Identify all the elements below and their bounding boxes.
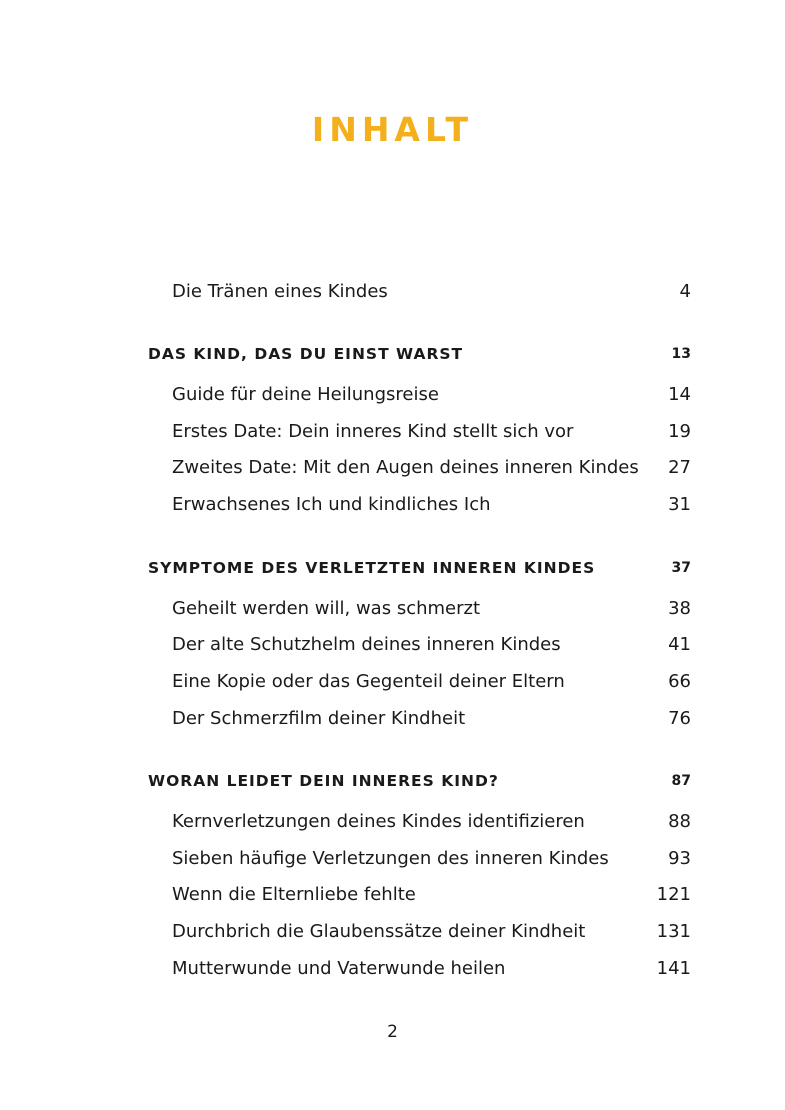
toc-entry-label: Die Tränen eines Kindes [172,280,388,302]
toc-entry-label: Sieben häufige Verletzungen des inneren Kindes [172,847,609,869]
toc-entry[interactable] [172,666,691,696]
toc-section-page: 87 [671,773,691,789]
page-title: INHALT [311,110,474,149]
toc-entry-label: Der Schmerzfilm deiner Kindheit [172,707,466,729]
toc-entry[interactable] [172,489,691,519]
toc-entry-label: Zweites Date: Mit den Augen deines inneren Kindes [172,456,639,478]
toc-section-heading[interactable] [148,339,691,369]
toc-section-label: SYMPTOME DES VERLETZTEN INNEREN KINDES [148,559,596,577]
toc-entry-page: 41 [668,633,691,655]
toc-section-page: 13 [671,346,691,362]
toc-entry[interactable] [172,629,691,659]
toc-entry-label: Erwachsenes Ich und kindliches Ich [172,493,491,515]
toc-entry[interactable] [172,452,691,482]
toc-entry[interactable] [172,953,691,983]
toc-entry-page: 19 [668,420,691,442]
toc-entry[interactable] [172,593,691,623]
toc-entry-label: Kernverletzungen deines Kindes identifizieren [172,810,585,832]
toc-section-heading[interactable] [148,553,691,583]
toc-entry-page: 4 [679,280,691,302]
toc-entry-page: 14 [668,383,691,405]
toc-entry-label: Der alte Schutzhelm deines inneren Kindes [172,633,561,655]
toc-entry[interactable] [172,879,691,909]
toc-entry-page: 27 [668,456,691,478]
page-number: 2 [387,1022,398,1042]
toc-entry-label: Eine Kopie oder das Gegenteil deiner Eltern [172,670,565,692]
toc-section-label: DAS KIND, DAS DU EINST WARST [148,345,464,363]
toc-entry-page: 31 [668,493,691,515]
toc-entry-intro[interactable] [172,276,691,306]
toc-entry-page: 76 [668,707,691,729]
toc-entry-page: 121 [656,883,691,905]
toc-section-heading[interactable] [148,766,691,796]
toc-entry-page: 88 [668,810,691,832]
toc-entry-label: Mutterwunde und Vaterwunde heilen [172,957,506,979]
toc-entry[interactable] [172,806,691,836]
toc-section-label: WORAN LEIDET DEIN INNERES KIND? [148,772,499,790]
toc-entry-label: Erstes Date: Dein inneres Kind stellt sich vor [172,420,574,442]
toc-section-page: 37 [671,560,691,576]
toc-entry[interactable] [172,703,691,733]
toc-entry-label: Guide für deine Heilungsreise [172,383,439,405]
toc-entry-label: Geheilt werden will, was schmerzt [172,597,481,619]
toc-entry-page: 38 [668,597,691,619]
toc-entry-page: 66 [668,670,691,692]
toc-entry-label: Wenn die Elternliebe fehlte [172,883,416,905]
toc-entry-label: Durchbrich die Glaubenssätze deiner Kindheit [172,920,586,942]
toc-entry-page: 141 [656,957,691,979]
toc-entry[interactable] [172,416,691,446]
toc-entry[interactable] [172,916,691,946]
toc-entry-page: 93 [668,847,691,869]
toc-entry[interactable] [172,379,691,409]
toc-entry-page: 131 [656,920,691,942]
toc-entry[interactable] [172,843,691,873]
